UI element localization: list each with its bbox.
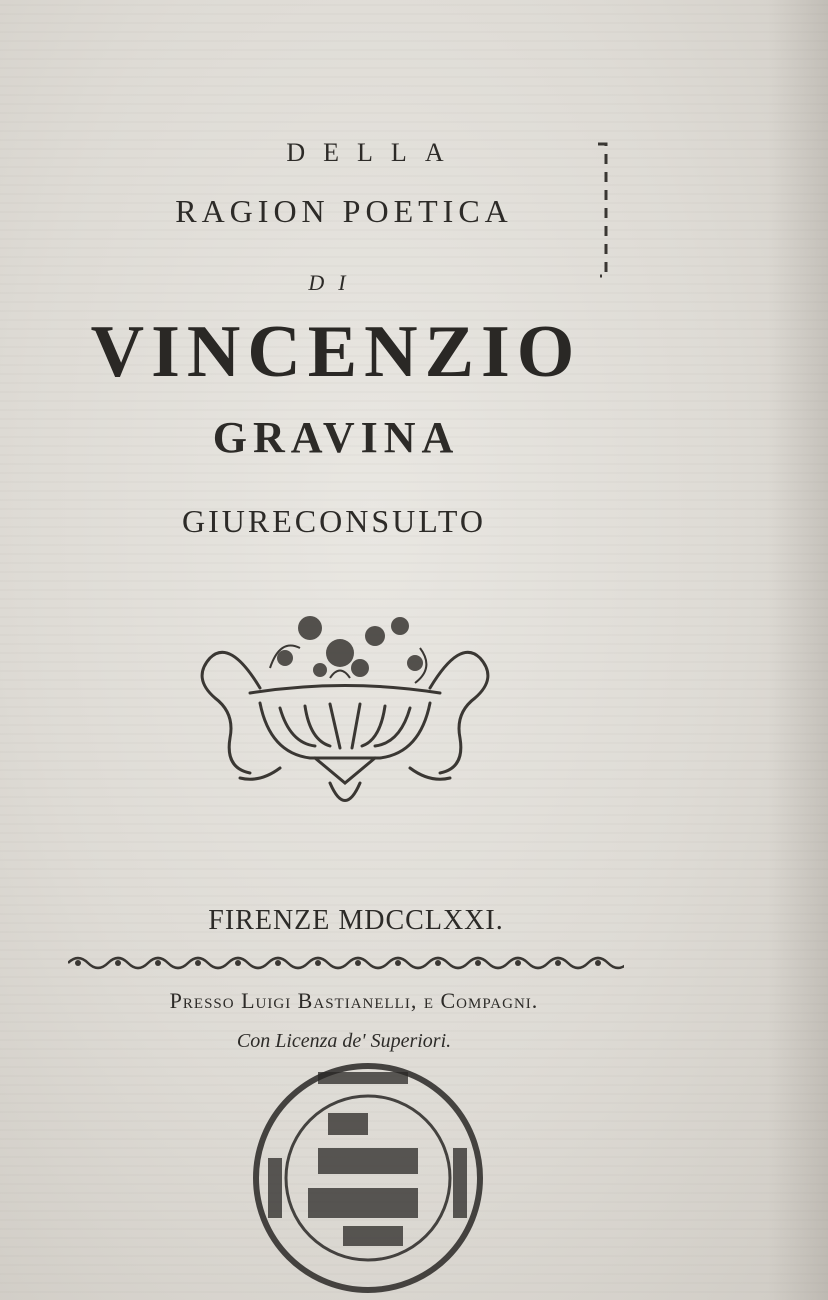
author-last-name: GRAVINA <box>212 413 460 462</box>
author-first-name: VINCENZIO <box>90 311 582 393</box>
author-profession: GIURECONSULTO <box>182 503 486 539</box>
flower-basket-icon <box>190 608 500 828</box>
title-line-della: DELLA <box>286 138 462 167</box>
margin-bracket-mark <box>594 140 614 280</box>
decorative-rule-icon <box>68 952 624 974</box>
license-line: Con Licenza de' Superiori. <box>236 1030 452 1052</box>
publisher-line: Presso Luigi Bastianelli, e Compagni. <box>169 988 539 1013</box>
library-stamp-icon <box>248 1058 488 1298</box>
title-line-ragion-poetica: RAGION POETICA <box>175 193 513 229</box>
title-line-di: DI <box>308 270 360 295</box>
imprint-place-date: FIRENZE MDCCLXXI. <box>208 905 504 936</box>
